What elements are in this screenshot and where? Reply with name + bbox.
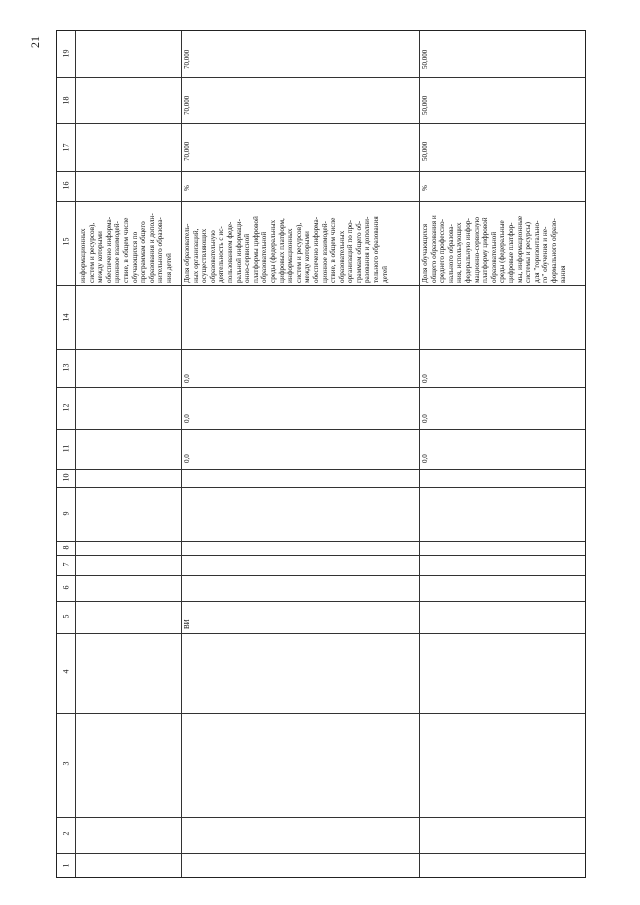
col-boundary-16 bbox=[57, 201, 585, 202]
row2-col16: % bbox=[183, 185, 191, 191]
row2-col18: 70,000 bbox=[183, 95, 191, 115]
col-num-9: 9 bbox=[61, 511, 71, 516]
table-frame bbox=[56, 30, 586, 878]
row2-col12: 0,0 bbox=[183, 414, 191, 423]
col-boundary-8 bbox=[57, 555, 585, 556]
row3-indicator-text: Доля обучающихся общего образования и среднего профессио- нального образова- ния, использующих федеральную инфор- мационно-сервисную платформу цифровой образовательной среды (федеральные цифровые платфор- мы, информационные системы и ресурсы) для "горизонтально- го" обучения и не- формального образо- вания bbox=[421, 215, 567, 283]
col-boundary-7 bbox=[57, 575, 585, 576]
col-boundary-17 bbox=[57, 171, 585, 172]
row3-col18: 50,000 bbox=[421, 95, 429, 115]
col-boundary-4 bbox=[57, 713, 585, 714]
col-boundary-13 bbox=[57, 387, 585, 388]
col-boundary-11 bbox=[57, 469, 585, 470]
col-num-4: 4 bbox=[61, 669, 71, 674]
row3-col19: 50,000 bbox=[421, 49, 429, 69]
col-num-14: 14 bbox=[61, 313, 71, 322]
col-num-10: 10 bbox=[61, 473, 71, 482]
col-num-11: 11 bbox=[61, 444, 71, 453]
col-boundary-12 bbox=[57, 429, 585, 430]
header-band-divider bbox=[75, 31, 76, 877]
row3-col13: 0,0 bbox=[421, 374, 429, 383]
col-num-3: 3 bbox=[61, 761, 71, 766]
row2-indicator-text: Доля образователь- ных организаций, осуществляющих образовательную деятельность с ис- пользованием феде- ральной информаци- онно-сервисной платформы цифровой образовательной среды (федеральных цифровых платформ, информационных систем и ресурсов), между которыми обеспечено информа- ционное взаимодей- ствие, в общем числе образовательных организаций по про- граммам общего об- разования и дополни- тельного образования детей bbox=[183, 216, 389, 283]
col-boundary-14 bbox=[57, 349, 585, 350]
col-num-18: 18 bbox=[61, 96, 71, 105]
row1-indicator-text: информационных систем и ресурсов), между которыми обеспечено информа- ционное взаимодей- ствие, в общем числе обучающихся по программам общего образования и дополн- нительного образова- ния детей bbox=[79, 213, 173, 283]
col-num-5: 5 bbox=[61, 614, 71, 619]
col-num-16: 16 bbox=[61, 181, 71, 190]
row-divider-2 bbox=[419, 31, 420, 877]
col-num-1: 1 bbox=[61, 863, 71, 868]
col-boundary-5 bbox=[57, 633, 585, 634]
row2-col5: ВИ bbox=[183, 619, 191, 629]
row3-col17: 50,000 bbox=[421, 141, 429, 161]
row3-col12: 0,0 bbox=[421, 414, 429, 423]
col-num-19: 19 bbox=[61, 49, 71, 58]
row3-col16: % bbox=[421, 185, 429, 191]
row2-col13: 0,0 bbox=[183, 374, 191, 383]
col-boundary-15 bbox=[57, 285, 585, 286]
col-num-12: 12 bbox=[61, 403, 71, 412]
col-num-2: 2 bbox=[61, 831, 71, 836]
row3-col11: 0,0 bbox=[421, 454, 429, 463]
row2-col17: 70,000 bbox=[183, 141, 191, 161]
row-divider-1 bbox=[181, 31, 182, 877]
col-boundary-19 bbox=[57, 77, 585, 78]
col-num-17: 17 bbox=[61, 143, 71, 152]
col-boundary-18 bbox=[57, 123, 585, 124]
col-num-6: 6 bbox=[61, 585, 71, 590]
col-num-13: 13 bbox=[61, 363, 71, 372]
row2-col19: 70,000 bbox=[183, 49, 191, 69]
page-number: 21 bbox=[28, 36, 42, 48]
col-boundary-6 bbox=[57, 601, 585, 602]
col-num-15: 15 bbox=[61, 237, 71, 246]
col-boundary-10 bbox=[57, 487, 585, 488]
col-boundary-9 bbox=[57, 541, 585, 542]
col-boundary-2 bbox=[57, 853, 585, 854]
col-num-7: 7 bbox=[61, 562, 71, 567]
col-num-8: 8 bbox=[61, 545, 71, 550]
col-boundary-3 bbox=[57, 817, 585, 818]
row2-col11: 0,0 bbox=[183, 454, 191, 463]
